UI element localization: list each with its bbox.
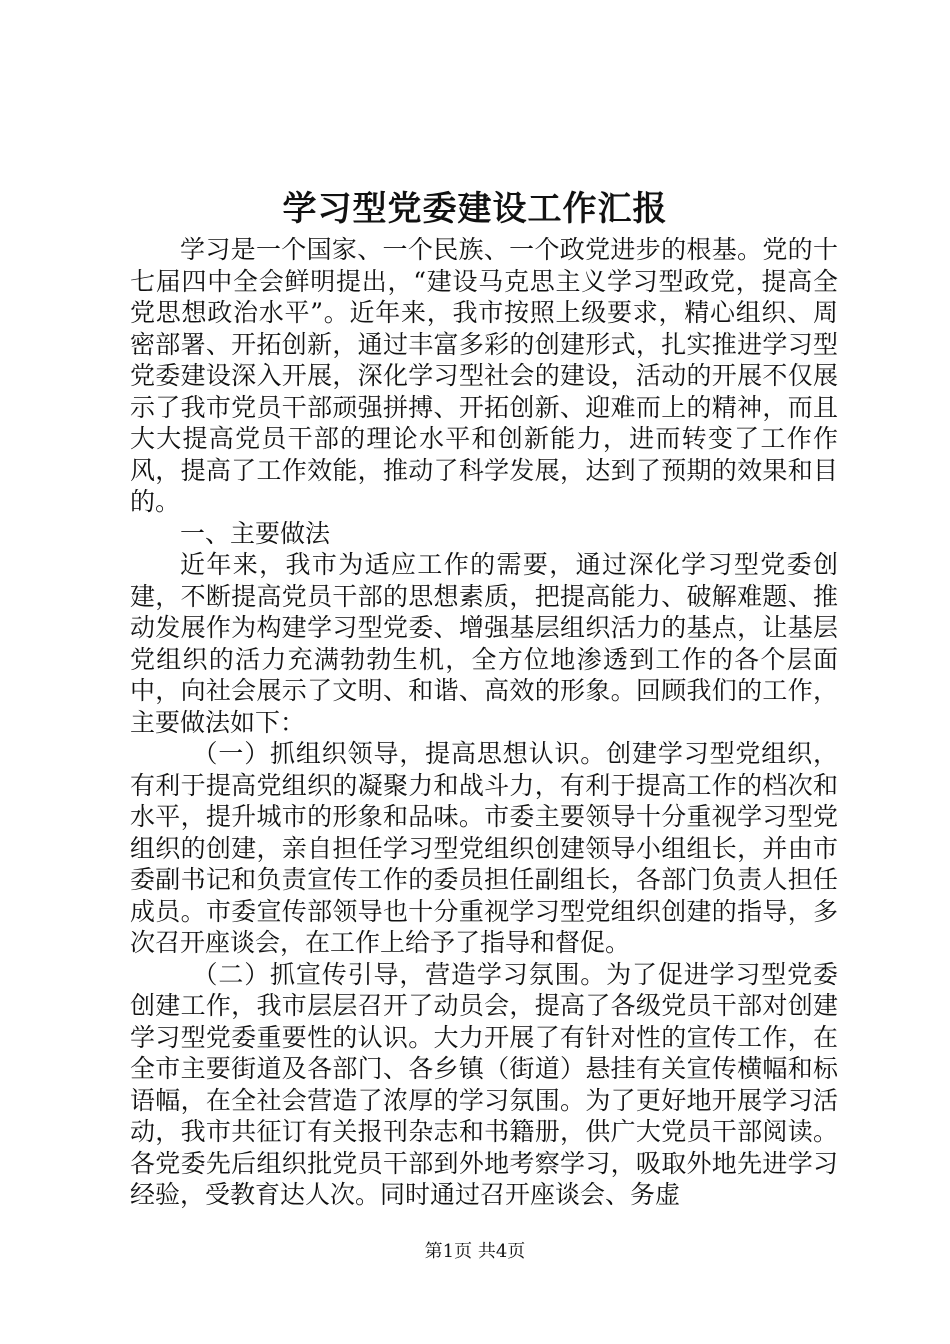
paragraph-practices-overview: 近年来，我市为适应工作的需要，通过深化学习型党委创建，不断提高党员干部的思想素质，把提高能力、破解难题、推动发展作为构建学习型党委、增强基层组织活力的基点，让基层党组织的活力充满勃勃生机，全方位地渗透到工作的各个层面中，向社会展示了文明、和谐、高效的形象。回顾我们的工作，主要做法如下：	[130, 550, 838, 737]
paragraph-intro: 学习是一个国家、一个民族、一个政党进步的根基。党的十七届四中全会鲜明提出，“建设马克思主义学习型政党，提高全党思想政治水平”。近年来，我市按照上级要求，精心组织、周密部署、开拓创新，通过丰富多彩的创建形式，扎实推进学习型党委建设深入开展，深化学习型社会的建设，活动的开展不仅展示了我市党员干部顽强拼搏、开拓创新、迎难而上的精神，而且大大提高党员干部的理论水平和创新能力，进而转变了工作作风，提高了工作效能，推动了科学发展，达到了预期的效果和目的。	[130, 235, 838, 516]
document-body	[130, 234, 838, 1211]
section-heading-main-practices: 一、主要做法	[180, 518, 331, 548]
document-title: 学习型党委建设工作汇报	[282, 189, 668, 229]
paragraph-publicity-guidance: （二）抓宣传引导，营造学习氛围。为了促进学习型党委创建工作，我市层层召开了动员会，提高了各级党员干部对创建学习型党委重要性的认识。大力开展了有针对性的宣传工作，在全市主要街道及各部门、各乡镇（街道）悬挂有关宣传横幅和标语幅，在全社会营造了浓厚的学习氛围。为了更好地开展学习活动，我市共征订有关报刊杂志和书籍册，供广大党员干部阅读。各党委先后组织批党员干部到外地考察学习，吸取外地先进学习经验，受教育达人次。同时通过召开座谈会、务虚	[130, 959, 838, 1209]
page-number-footer: 第1页 共4页	[424, 1241, 526, 1262]
paragraph-organization-leadership: （一）抓组织领导，提高思想认识。创建学习型党组织，有利于提高党组织的凝聚力和战斗力，有利于提高工作的档次和水平，提升城市的形象和品味。市委主要领导十分重视学习型党组织的创建，亲自担任学习型党组织创建领导小组组长，并由市委副书记和负责宣传工作的委员担任副组长，各部门负责人担任成员。市委宣传部领导也十分重视学习型党组织创建的指导，多次召开座谈会，在工作上给予了指导和督促。	[130, 739, 838, 957]
